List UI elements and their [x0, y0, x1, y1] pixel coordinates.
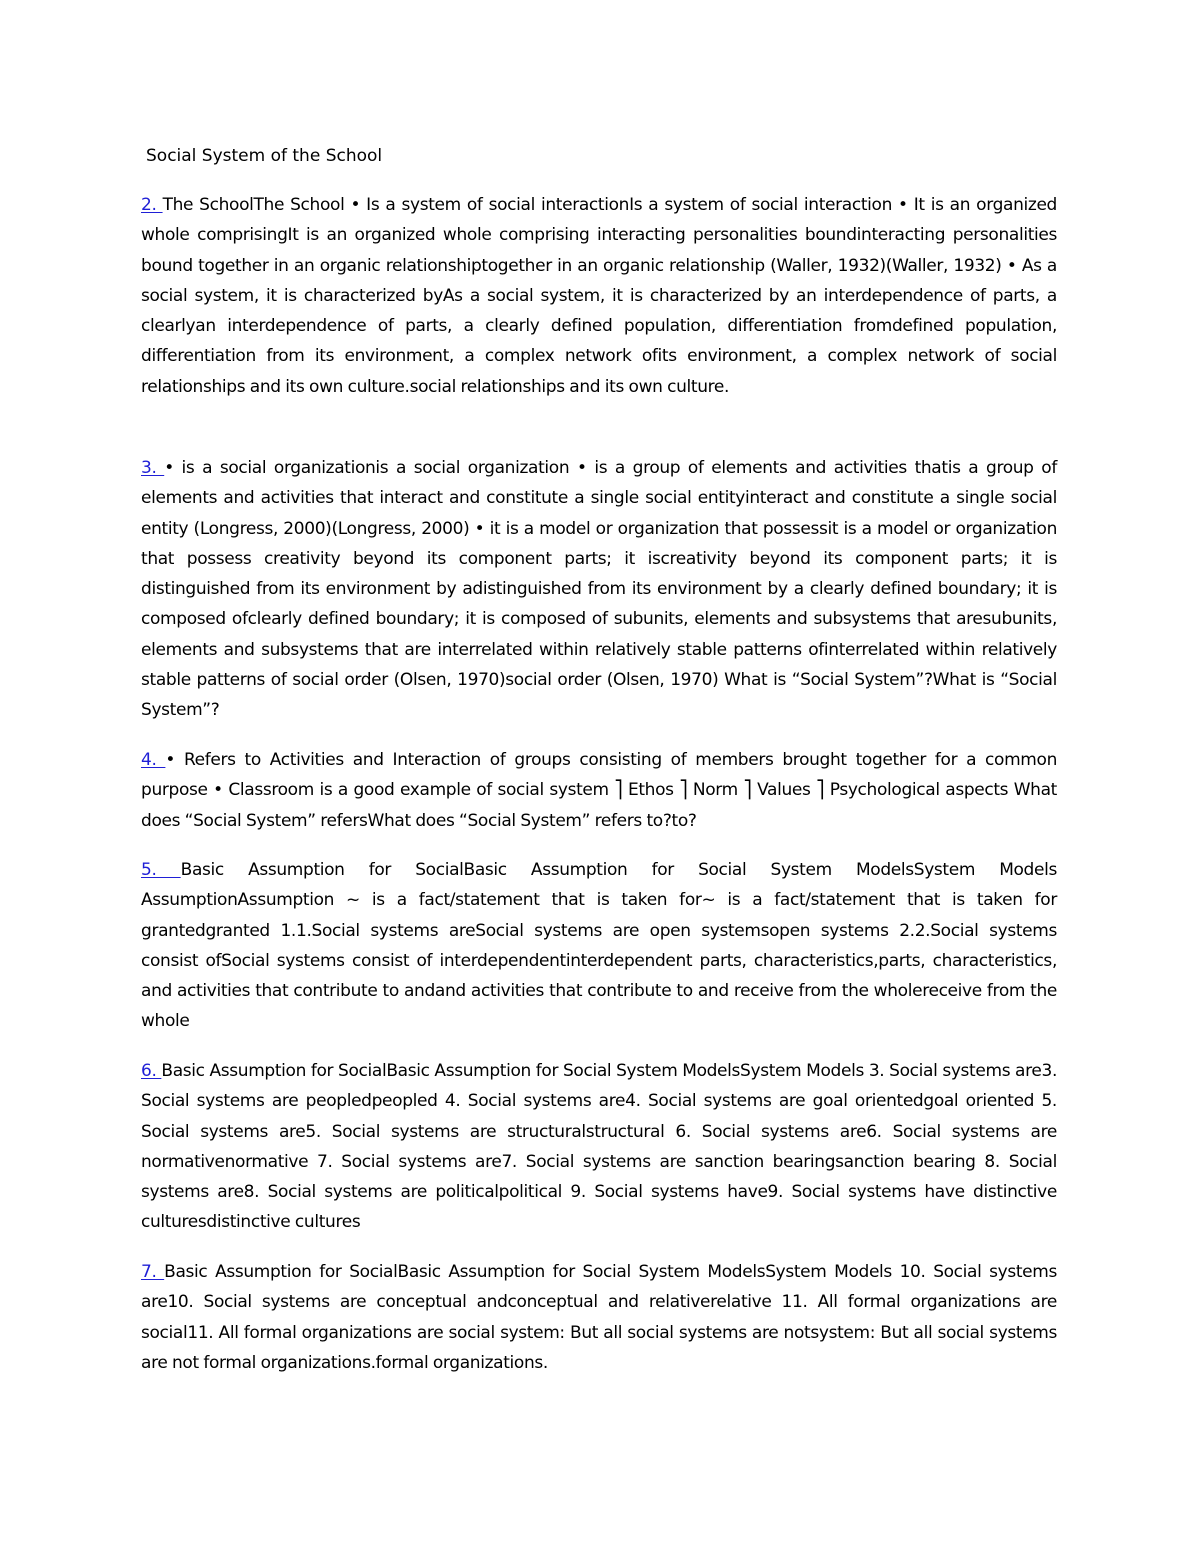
paragraph-number-link[interactable]: 5.: [141, 860, 181, 880]
paragraph-3: [141, 453, 1057, 726]
paragraph-text: Basic Assumption for SocialBasic Assumption for Social System ModelsSystem Models AssumptionAssumption ~ is a fact/statement that is taken for~ is a fact/statement that is taken for grantedgranted 1.1.Social systems areSocial systems are open systemsopen systems 2.2.Social systems consist ofSocial systems consist of interdependentinterdependent parts, characteristics,parts, characteristics, and activities that contribute to andand activities that contribute to and receive from the wholereceive from the whole: [141, 860, 1057, 1032]
paragraph-2: [141, 190, 1057, 402]
paragraph-6: [141, 1056, 1057, 1238]
paragraph-number-link[interactable]: 2.: [141, 195, 163, 215]
paragraph-text: • is a social organizationis a social organization • is a group of elements and activities thatis a group of elements and activities that interact and constitute a single social entityinteract and constitute a single social entity (Longress, 2000)(Longress, 2000) • it is a model or organization that possessit is a model or organization that possess creativity beyond its component parts; it iscreativity beyond its component parts; it is distinguished from its environment by adistinguished from its environment by a clearly defined boundary; it is composed ofclearly defined boundary; it is composed of subunits, elements and subsystems that aresubunits, elements and subsystems that are interrelated within relatively stable patterns ofinterrelated within relatively stable patterns of social order (Olsen, 1970)social order (Olsen, 1970) What is “Social System”?What is “Social System”?: [141, 458, 1057, 721]
paragraph-7: [141, 1257, 1057, 1378]
document-title: Social System of the School: [146, 146, 383, 166]
paragraph-5: [141, 855, 1057, 1037]
paragraph-number-link[interactable]: 4.: [141, 750, 166, 770]
paragraph-text: Basic Assumption for SocialBasic Assumption for Social System ModelsSystem Models 3. Social systems are3. Social systems are peopledpeopled 4. Social systems are4. Social systems are goal orientedgoal oriented 5. Social systems are5. Social systems are structuralstructural 6. Social systems are6. Social systems are normativenormative 7. Social systems are7. Social systems are sanction bearingsanction bearing 8. Social systems are8. Social systems are politicalpolitical 9. Social systems have9. Social systems have distinctive culturesdistinctive cultures: [141, 1061, 1057, 1233]
paragraph-text: Basic Assumption for SocialBasic Assumption for Social System ModelsSystem Models 10. Social systems are10. Social systems are conceptual andconceptual and relativerelative 11. All formal organizations are social11. All formal organizations are social system: But all social systems are notsystem: But all social systems are not formal organizations.formal organizations.: [141, 1262, 1057, 1373]
paragraph-number-link[interactable]: 3.: [141, 458, 165, 478]
paragraph-text: The SchoolThe School • Is a system of social interactionIs a system of social interaction • It is an organized whole comprisingIt is an organized whole comprising interacting personalities boundinteracting personalities bound together in an organic relationshiptogether in an organic relationship (Waller, 1932)(Waller, 1932) • As a social system, it is characterized byAs a social system, it is characterized by an interdependence of parts, a clearlyan interdependence of parts, a clearly defined population, differentiation fromdefined population, differentiation from its environment, a complex network ofits environment, a complex network of social relationships and its own culture.social relationships and its own culture.: [141, 195, 1058, 397]
paragraph-number-link[interactable]: 7.: [141, 1262, 165, 1282]
paragraph-text: • Refers to Activities and Interaction of groups consisting of members brought together for a common purpose • Classroom is a good example of social system ⎤ Ethos ⎤ Norm ⎤ Values ⎤ Psychological aspects What does “Social System” refersWhat does “Social System” refers to?to?: [141, 750, 1057, 831]
paragraph-number-link[interactable]: 6.: [141, 1061, 162, 1081]
paragraph-4: [141, 745, 1057, 836]
